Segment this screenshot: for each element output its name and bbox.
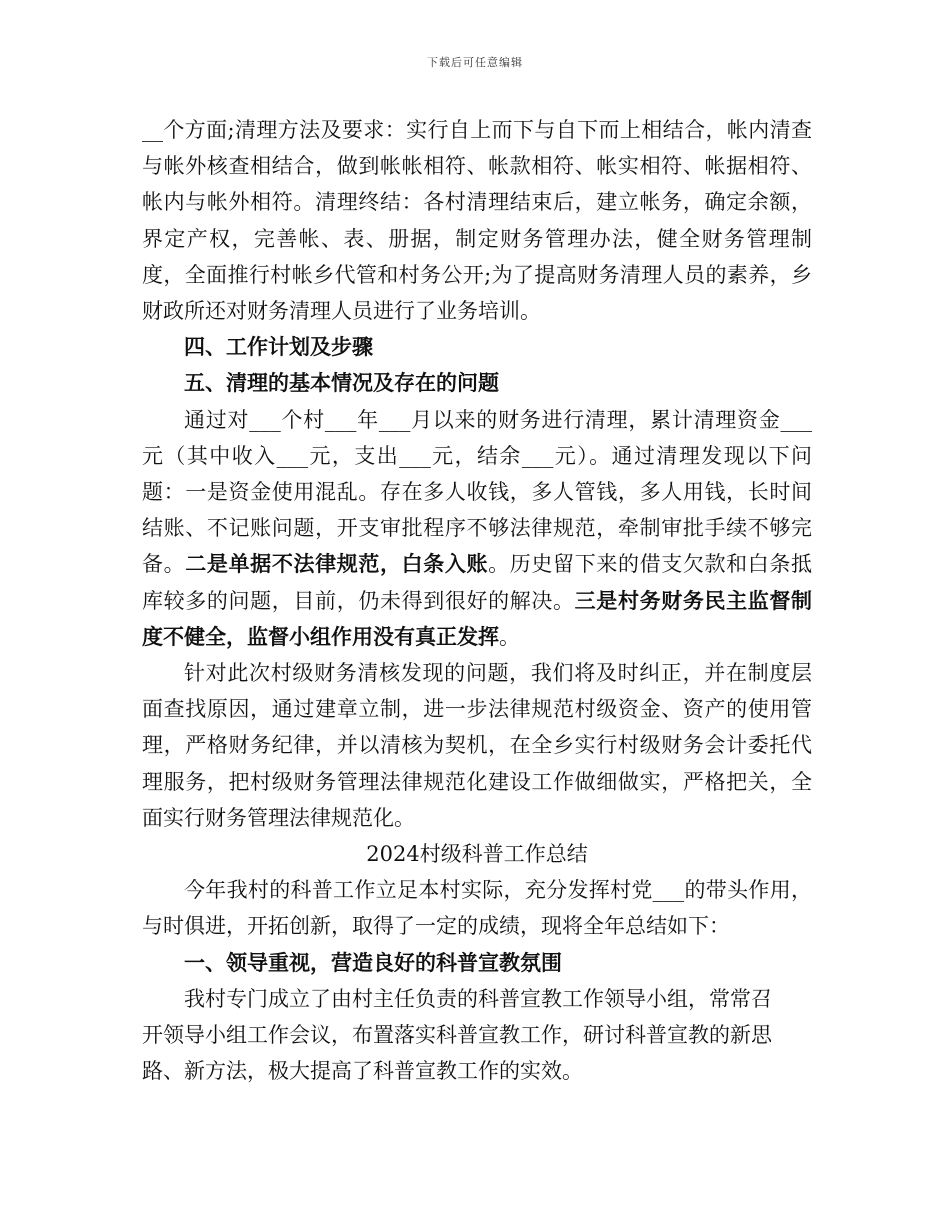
leadership-line-2: 开领导小组工作会议，布置落实科普宣教工作，研讨科普宣教的新思 <box>142 1023 772 1048</box>
heading-cleanup-status: 五、清理的基本情况及存在的问题 <box>184 370 499 396</box>
findings-text-end: 。 <box>499 624 520 649</box>
section-title-science-summary: 2024村级科普工作总结 <box>366 842 588 867</box>
leadership-line-1: 我村专门成立了由村主任负责的科普宣教工作领导小组，常常召 <box>184 986 772 1011</box>
findings-bold-point2: 二是单据不法律规范，白条入账 <box>185 551 489 577</box>
paragraph-cleanup-methods: __个方面;清理方法及要求：实行自上而下与自下而上相结合，帐内清查与帐外核查相结合，做到帐帐相符、帐款相符、帐实相符、帐据相符、帐内与帐外相符。清理终结：各村清理结束后，建立帐务，确定余额，界定产权，完善帐、表、册据，制定财务管理办法，健全财务管理制度，全面推行村帐乡代管和村务公开;为了提高财务清理人员的素养，乡财政所还对财务清理人员进行了业务培训。 <box>142 118 812 324</box>
page-header-note: 下载后可任意编辑 <box>427 56 523 69</box>
paragraph-science-intro: 今年我村的科普工作立足本村实际，充分发挥村党___的带头作用，与时俱进，开拓创新，取得了一定的成绩，现将全年总结如下： <box>142 878 812 939</box>
document-body <box>142 112 812 1089</box>
paragraph-leadership-group <box>142 981 812 1090</box>
findings-bold-point3: 三是村务财务民主监督制度不健全，监督小组作用没有真正发挥 <box>142 587 813 649</box>
paragraph-corrective-measures: 针对此次村级财务清核发现的问题，我们将及时纠正，并在制度层面查找原因，通过建章立制，进一步法律规范村级资金、资产的使用管理，严格财务纪律，并以清核为契机，在全乡实行村级财务会计委托代理服务，把村级财务管理法律规范化建设工作做细做实，严格把关，全面实行财务管理法律规范化。 <box>142 661 812 830</box>
heading-leadership: 一、领导重视，营造良好的科普宣教氛围 <box>184 949 562 975</box>
leadership-line-3: 路、新方法，极大提高了科普宣教工作的实效。 <box>142 1059 583 1084</box>
findings-text-part2: 。历史留下来的借支欠款和白条抵库较多的问题，目前，仍未得到很好的解决。 <box>142 552 813 613</box>
findings-text-part1: 通过对___个村___年___月以来的财务进行清理，累计清理资金___元（其中收入___元，支出___元，结余___元）。通过清理发现以下问题：一是资金使用混乱。存在多人收钱，多人管钱，多人用钱，长时间结账、不记账问题，开支审批程序不够法律规范，牵制审批手续不够完备。 <box>142 407 812 577</box>
paragraph-cleanup-findings <box>142 402 812 655</box>
heading-work-plan: 四、工作计划及步骤 <box>184 334 373 360</box>
